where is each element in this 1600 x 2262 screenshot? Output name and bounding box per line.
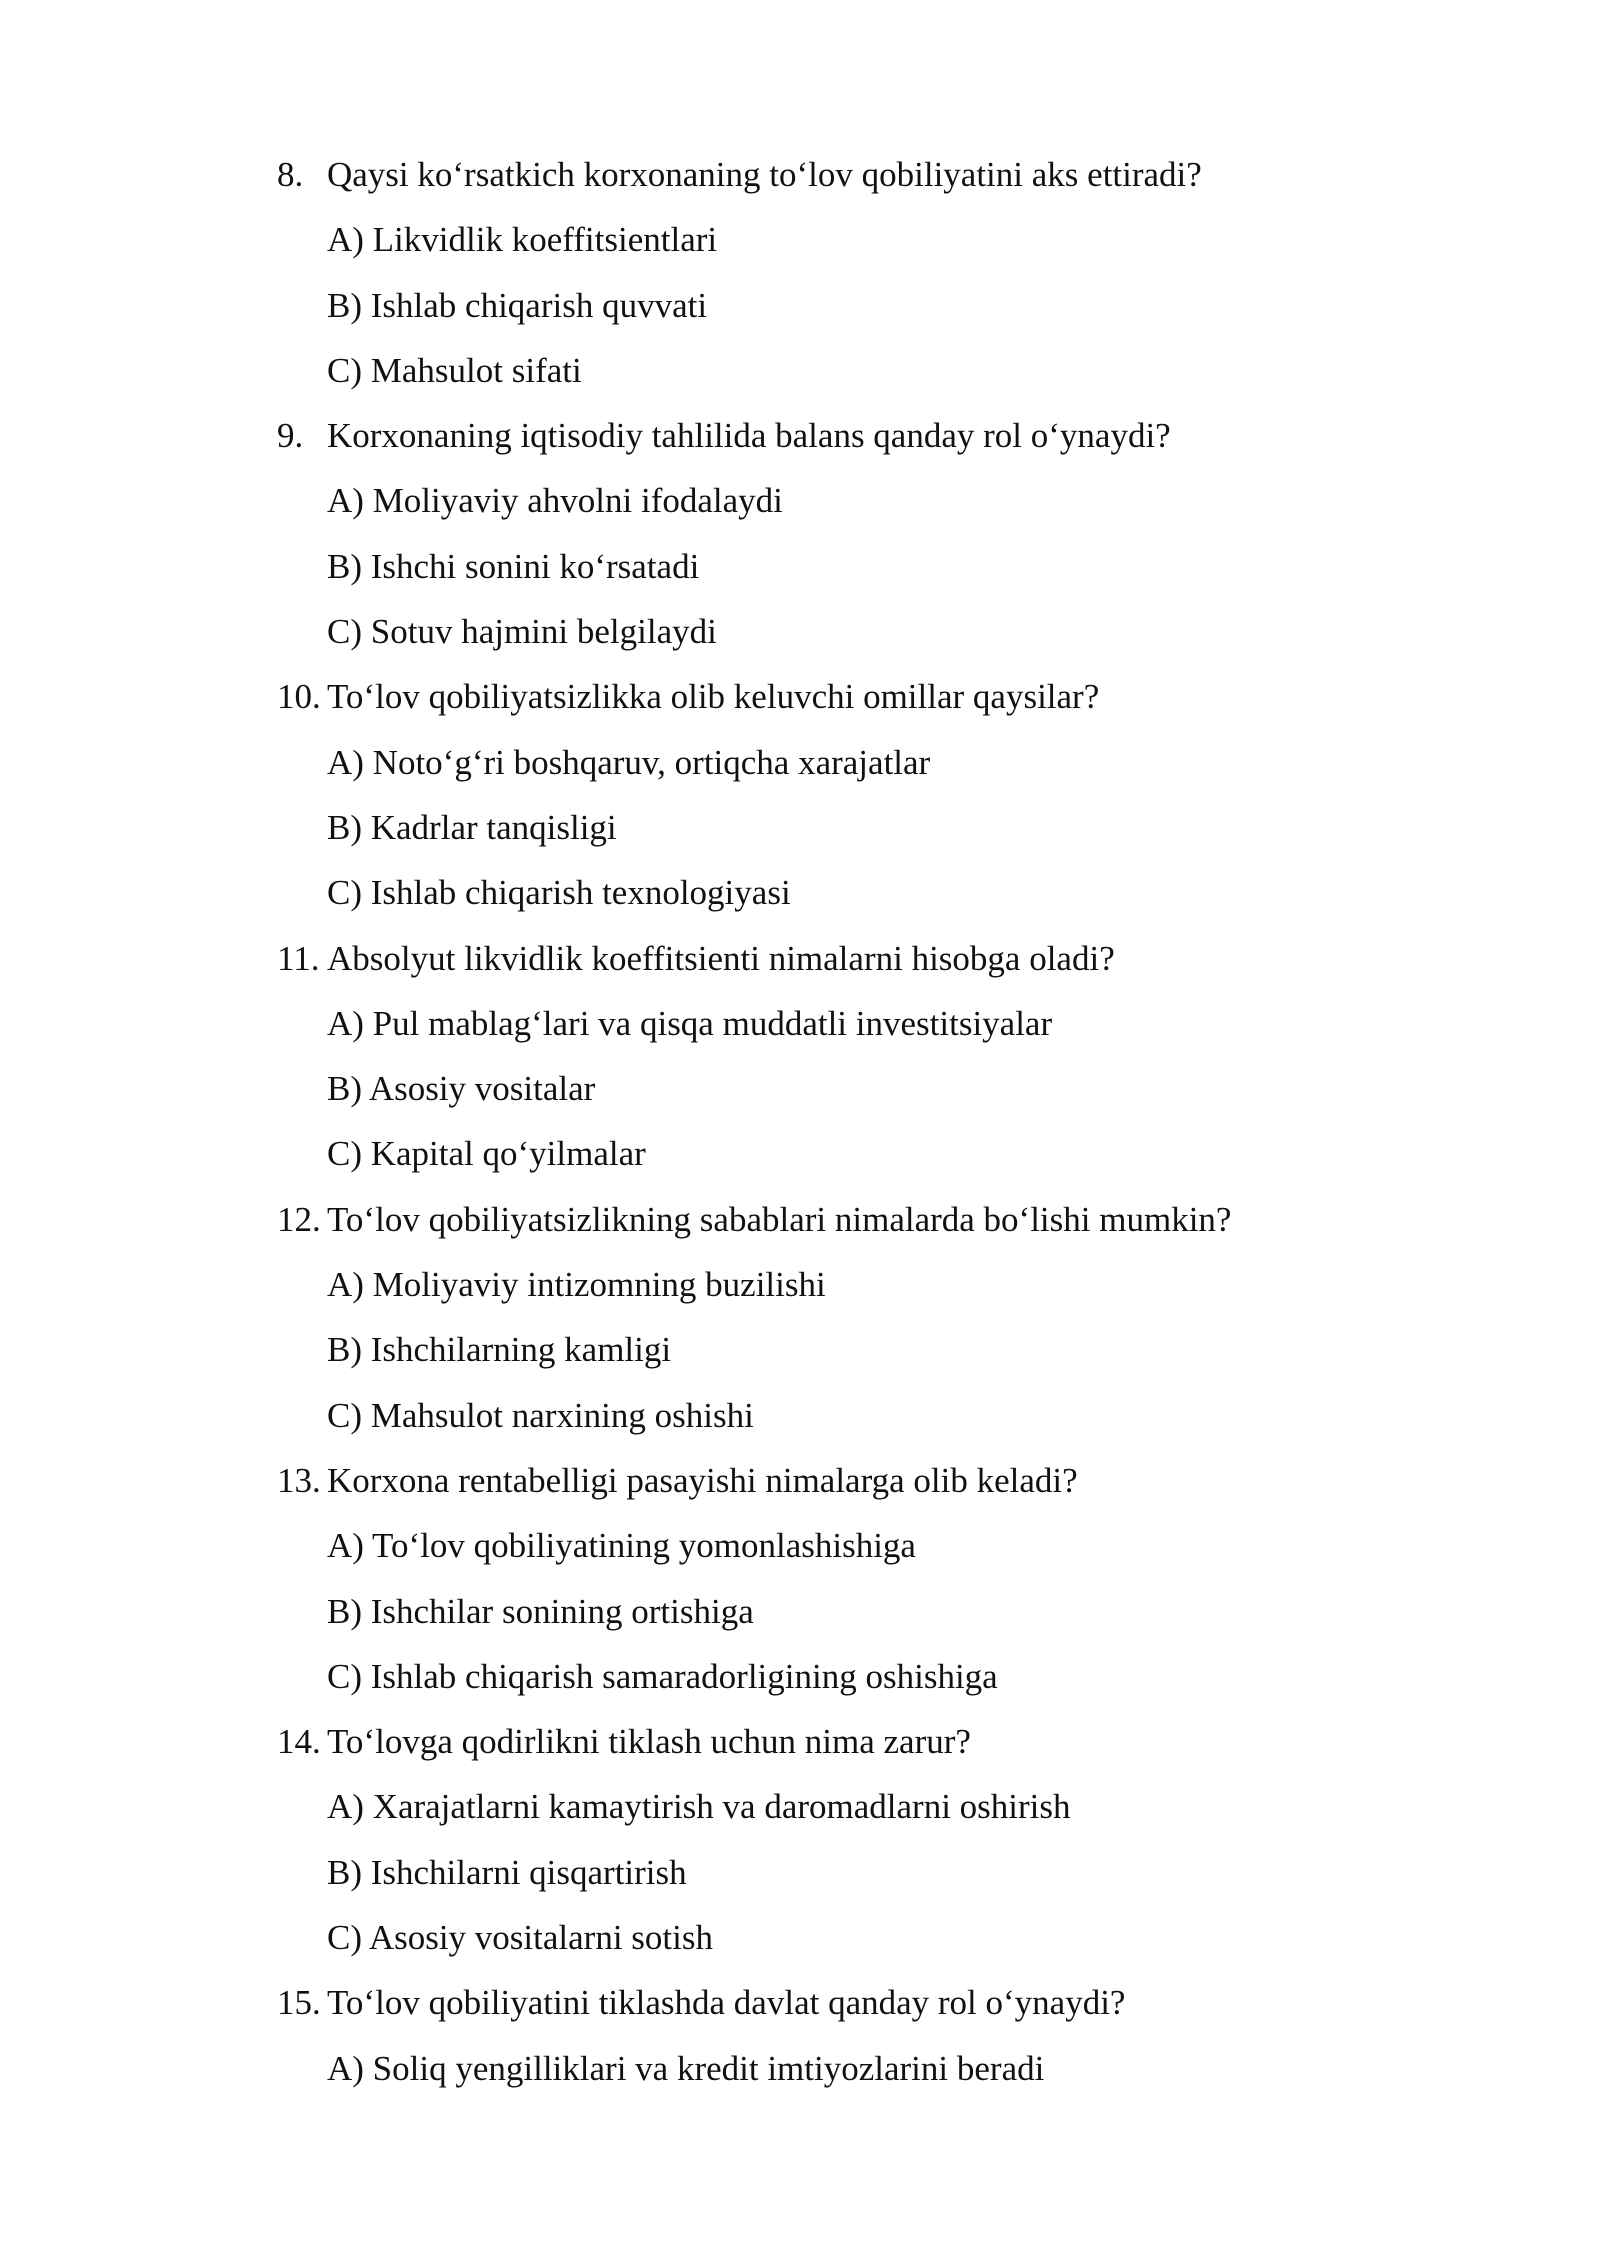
question-number: 13. xyxy=(277,1460,321,1500)
question-text: Absolyut likvidlik koeffitsienti nimalarni hisobga oladi? xyxy=(327,938,1115,978)
option-c: C) Ishlab chiqarish samaradorligining oshishiga xyxy=(327,1656,998,1696)
option-a: A) Xarajatlarni kamaytirish va daromadlarni oshirish xyxy=(327,1787,1071,1827)
option-b: B) Ishchilar sonining ortishiga xyxy=(327,1591,754,1631)
option-a: A) To‘lov qobiliyatining yomonlashishiga xyxy=(327,1526,916,1566)
question-14 xyxy=(277,1709,1377,1774)
option-c: C) Sotuv hajmini belgilaydi xyxy=(327,612,717,652)
option-c: C) Mahsulot narxining oshishi xyxy=(327,1395,754,1435)
question-number: 10. xyxy=(277,677,321,717)
question-12 xyxy=(277,1187,1377,1252)
option-a: A) Moliyaviy intizomning buzilishi xyxy=(327,1265,826,1305)
option-a: A) Soliq yengilliklari va kredit imtiyozlarini beradi xyxy=(327,2048,1045,2088)
question-13 xyxy=(277,1448,1377,1513)
question-11 xyxy=(277,926,1377,991)
question-text: Qaysi ko‘rsatkich korxonaning to‘lov qobiliyatini aks ettiradi? xyxy=(327,155,1202,194)
question-10 xyxy=(277,664,1377,729)
question-text: To‘lov qobiliyatini tiklashda davlat qanday rol o‘ynaydi? xyxy=(327,1983,1126,2023)
option-c: C) Kapital qo‘yilmalar xyxy=(327,1134,646,1174)
question-text: Korxona rentabelligi pasayishi nimalarga olib keladi? xyxy=(327,1460,1078,1500)
option-b: B) Ishchilarni qisqartirish xyxy=(327,1852,687,1892)
option-c: C) Ishlab chiqarish texnologiyasi xyxy=(327,873,791,913)
question-text: Korxonaning iqtisodiy tahlilida balans qanday rol o‘ynaydi? xyxy=(327,416,1171,456)
question-list xyxy=(277,142,1377,2101)
option-c: C) Mahsulot sifati xyxy=(327,350,582,390)
question-15 xyxy=(277,1970,1377,2035)
option-b: B) Ishchi sonini ko‘rsatadi xyxy=(327,546,700,586)
question-number: 11. xyxy=(277,938,320,978)
option-a: A) Pul mablag‘lari va qisqa muddatli investitsiyalar xyxy=(327,1003,1053,1043)
question-text: To‘lov qobiliyatsizlikka olib keluvchi omillar qaysilar? xyxy=(327,677,1100,717)
option-b: B) Asosiy vositalar xyxy=(327,1069,596,1109)
option-a: A) Moliyaviy ahvolni ifodalaydi xyxy=(327,481,783,521)
option-b: B) Ishlab chiqarish quvvati xyxy=(327,285,708,325)
question-text: To‘lov qobiliyatsizlikning sabablari nimalarda bo‘lishi mumkin? xyxy=(327,1199,1232,1239)
option-b: B) Kadrlar tanqisligi xyxy=(327,807,617,847)
question-text: To‘lovga qodirlikni tiklash uchun nima zarur? xyxy=(327,1722,971,1762)
option-a: A) Noto‘g‘ri boshqaruv, ortiqcha xarajatlar xyxy=(327,742,931,782)
option-c: C) Asosiy vositalarni sotish xyxy=(327,1918,713,1958)
question-number: 15. xyxy=(277,1983,321,2023)
question-number: 8. xyxy=(277,155,304,194)
question-8 xyxy=(277,142,1377,207)
question-number: 12. xyxy=(277,1199,321,1239)
question-number: 9. xyxy=(277,416,304,456)
question-number: 14. xyxy=(277,1722,321,1762)
option-a: A) Likvidlik koeffitsientlari xyxy=(327,220,718,260)
question-9 xyxy=(277,403,1377,468)
option-b: B) Ishchilarning kamligi xyxy=(327,1330,672,1370)
